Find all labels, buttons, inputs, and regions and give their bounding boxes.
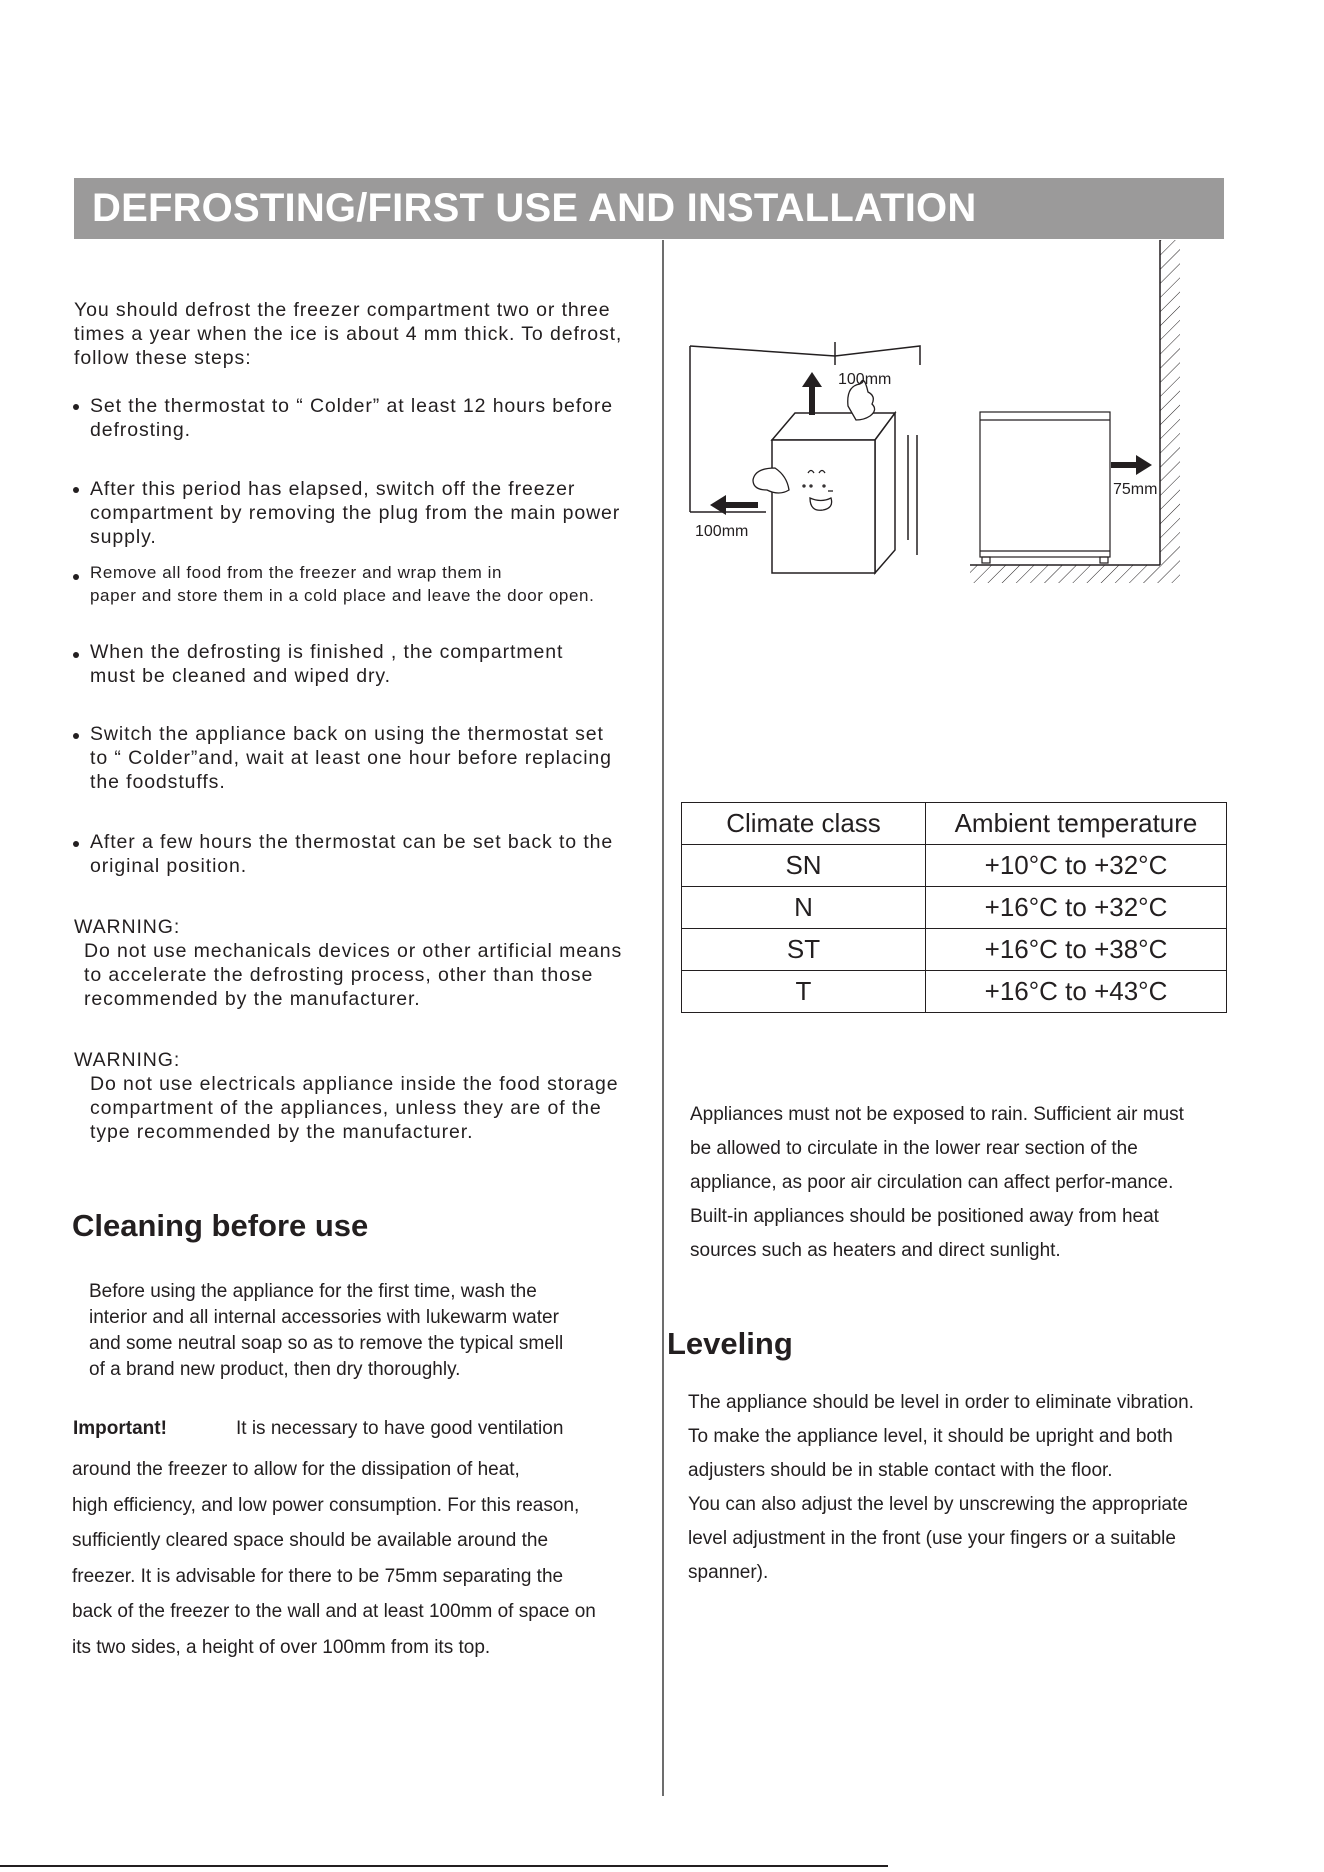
- step-line: After a few hours the thermostat can be set back to the: [90, 831, 614, 853]
- climate-class-cell: N: [682, 887, 926, 929]
- leveling-line: level adjustment in the front (use your fingers or a suitable: [688, 1528, 1176, 1549]
- important-line: sufficiently cleared space should be available around the: [72, 1530, 549, 1551]
- warning-line: Do not use electricals appliance inside the food storage: [90, 1073, 619, 1095]
- table-row: [682, 929, 1227, 971]
- floor-hatch: [970, 565, 1180, 583]
- warning-label: WARNING:: [74, 1049, 181, 1071]
- table-header-row: [682, 803, 1227, 845]
- climate-class-cell: SN: [682, 845, 926, 887]
- temperature-cell: +16°C to +43°C: [926, 971, 1227, 1013]
- table-row: [682, 845, 1227, 887]
- leveling-line: You can also adjust the level by unscrewing the appropriate: [688, 1494, 1188, 1515]
- leveling-line: The appliance should be level in order to eliminate vibration.: [688, 1392, 1194, 1413]
- important-line: around the freezer to allow for the dissipation of heat,: [72, 1459, 520, 1480]
- climate-class-cell: ST: [682, 929, 926, 971]
- step-line: original position.: [90, 855, 248, 877]
- step-line: must be cleaned and wiped dry.: [90, 665, 391, 687]
- temperature-cell: +16°C to +32°C: [926, 887, 1227, 929]
- step-line: defrosting.: [90, 419, 191, 441]
- cleaning-line: interior and all internal accessories with lukewarm water: [89, 1307, 559, 1328]
- bullet-dot: [73, 733, 79, 739]
- installation-line: be allowed to circulate in the lower rear section of the: [690, 1138, 1138, 1159]
- footer-rule: [0, 1865, 888, 1867]
- important-text: [72, 1452, 596, 1665]
- table-row: [682, 971, 1227, 1013]
- leveling-text: [688, 1386, 1194, 1590]
- bullet-dot: [73, 841, 79, 847]
- side-clearance-label: 100mm: [695, 523, 749, 540]
- warning-line: type recommended by the manufacturer.: [90, 1121, 474, 1143]
- step-line: to “ Colder”and, wait at least one hour before replacing: [90, 747, 612, 769]
- warning-label: WARNING:: [74, 916, 181, 938]
- cleaning-heading: Cleaning before use: [72, 1208, 369, 1243]
- leveling-line: adjusters should be in stable contact with the floor.: [688, 1460, 1113, 1481]
- installation-line: Appliances must not be exposed to rain. Sufficient air must: [690, 1104, 1184, 1125]
- bullet-dot: [73, 574, 79, 580]
- defrost-step-2: [90, 477, 620, 549]
- leveling-line: spanner).: [688, 1562, 769, 1583]
- climate-class-cell: T: [682, 971, 926, 1013]
- step-line: the foodstuffs.: [90, 771, 226, 793]
- important-line: freezer. It is advisable for there to be 75mm separating the: [72, 1565, 564, 1587]
- important-line: its two sides, a height of over 100mm from its top.: [72, 1636, 491, 1658]
- installation-line: sources such as heaters and direct sunlight.: [690, 1240, 1061, 1261]
- important-line: It is necessary to have good ventilation: [236, 1418, 564, 1439]
- intro-line: times a year when the ice is about 4 mm thick. To defrost,: [74, 323, 623, 345]
- installation-text: [690, 1098, 1184, 1268]
- intro-line: You should defrost the freezer compartment two or three: [74, 299, 611, 321]
- table-row: [682, 887, 1227, 929]
- climate-class-table: [681, 802, 1227, 1013]
- section-banner: [74, 178, 1224, 239]
- freezer-illustration: [772, 413, 895, 573]
- appliance-side-view: [980, 412, 1110, 563]
- defrost-step-4: [90, 640, 563, 688]
- step-line: Set the thermostat to “ Colder” at least 12 hours before: [90, 395, 613, 417]
- warning-line: compartment of the appliances, unless they are of the: [90, 1097, 602, 1119]
- step-line: Remove all food from the freezer and wrap them in: [90, 563, 503, 582]
- defrost-step-5: [90, 722, 612, 794]
- important-line: high efficiency, and low power consumption. For this reason,: [72, 1494, 580, 1516]
- cleaning-text: [89, 1279, 563, 1383]
- defrost-intro: [74, 298, 622, 370]
- step-line: After this period has elapsed, switch off the freezer: [90, 478, 576, 500]
- step-line: paper and store them in a cold place and leave the door open.: [90, 586, 595, 605]
- important-label: Important!: [73, 1418, 167, 1439]
- arrow-up-icon: [802, 372, 822, 415]
- step-line: When the defrosting is finished , the compartment: [90, 641, 564, 663]
- leveling-line: To make the appliance level, it should be upright and both: [688, 1426, 1173, 1447]
- clearance-diagram: [680, 240, 1240, 600]
- cleaning-line: Before using the appliance for the first time, wash the: [89, 1281, 537, 1302]
- back-clearance-label: 75mm: [1113, 481, 1158, 498]
- intro-line: follow these steps:: [74, 347, 252, 369]
- important-line: back of the freezer to the wall and at least 100mm of space on: [72, 1601, 596, 1622]
- step-line: compartment by removing the plug from the main power: [90, 502, 621, 524]
- wall-hatch: [1160, 240, 1180, 565]
- warning-text: [90, 1072, 618, 1144]
- temperature-cell: +10°C to +32°C: [926, 845, 1227, 887]
- warning-line: to accelerate the defrosting process, other than those: [84, 964, 594, 986]
- column-header: Climate class: [682, 803, 926, 845]
- step-line: supply.: [90, 526, 157, 548]
- bullet-dot: [73, 404, 79, 410]
- leveling-heading: Leveling: [667, 1326, 793, 1361]
- top-clearance-label: 100mm: [838, 371, 892, 388]
- installation-line: Built-in appliances should be positioned away from heat: [690, 1206, 1159, 1227]
- page-title: DEFROSTING/FIRST USE AND INSTALLATION: [92, 186, 977, 230]
- cleaning-line: and some neutral soap so as to remove the typical smell: [89, 1333, 564, 1354]
- warning-line: Do not use mechanicals devices or other artificial means: [84, 940, 623, 962]
- column-divider: [662, 240, 664, 1796]
- defrost-step-1: [90, 394, 613, 442]
- step-line: Switch the appliance back on using the thermostat set: [90, 723, 604, 745]
- arrow-right-icon: [1111, 455, 1152, 475]
- warning-text: [84, 939, 622, 1011]
- warning-line: recommended by the manufacturer.: [84, 988, 421, 1010]
- installation-line: appliance, as poor air circulation can affect perfor-mance.: [690, 1172, 1174, 1193]
- bullet-dot: [73, 652, 79, 658]
- column-header: Ambient temperature: [926, 803, 1227, 845]
- defrost-step-6: [90, 830, 613, 878]
- temperature-cell: +16°C to +38°C: [926, 929, 1227, 971]
- bullet-dot: [73, 487, 79, 493]
- cleaning-line: of a brand new product, then dry thoroughly.: [89, 1359, 461, 1380]
- defrost-step-3: [90, 561, 594, 607]
